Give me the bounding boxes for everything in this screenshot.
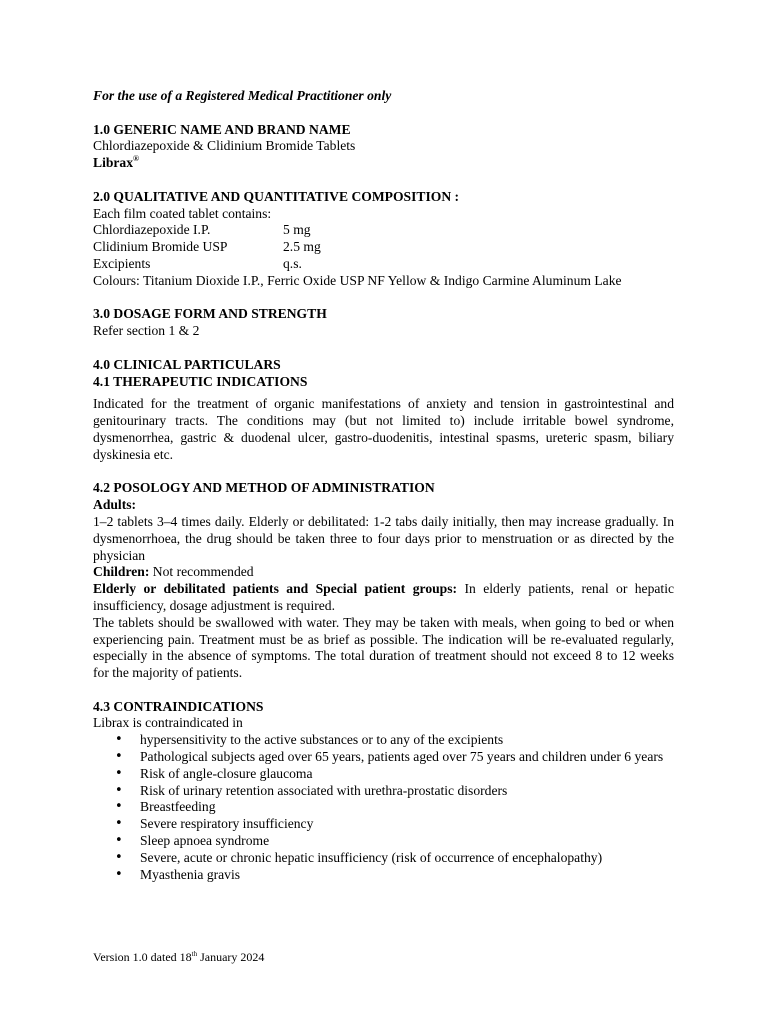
section-4-1-heading: 4.1 THERAPEUTIC INDICATIONS — [93, 373, 308, 389]
composition-row — [93, 256, 674, 273]
version-footer — [93, 950, 264, 964]
ingredient-name: Clidinium Bromide USP — [93, 239, 228, 255]
section-4-3-heading: 4.3 CONTRAINDICATIONS — [93, 698, 264, 714]
adults-label: Adults: — [93, 497, 137, 513]
ingredient-name: Chlordiazepoxide I.P. — [93, 222, 211, 238]
elderly-paragraph — [93, 581, 674, 615]
children-text: Not recommended — [149, 564, 254, 580]
list-item: • Myasthenia gravis — [93, 867, 674, 884]
section-4-heading: 4.0 CLINICAL PARTICULARS — [93, 356, 281, 372]
composition-row — [93, 239, 674, 256]
section-1-heading: 1.0 GENERIC NAME AND BRAND NAME — [93, 121, 351, 137]
contraindications-intro: Librax is contraindicated in — [93, 715, 243, 731]
list-item: • Severe respiratory insufficiency — [93, 816, 674, 833]
ingredient-amount: q.s. — [283, 255, 302, 271]
ingredient-amount: 5 mg — [283, 222, 311, 238]
list-item: • Risk of urinary retention associated with urethra-prostatic disorders — [93, 783, 674, 800]
footer-ordinal: th — [191, 950, 198, 958]
section-3-heading: 3.0 DOSAGE FORM AND STRENGTH — [93, 306, 327, 322]
brand-name — [93, 155, 674, 172]
composition-intro: Each film coated tablet contains: — [93, 205, 272, 221]
administration-text: The tablets should be swallowed with water. They may be taken with meals, when going to bed or when experiencing pain. Treatment must be as brief as possible. The indication will be re-evaluated regularly, especially in the absence of symptoms. The total duration of treatment should not exceed 8 to 12 weeks for the majority of patients. — [93, 614, 674, 681]
list-item: • Risk of angle-closure glaucoma — [93, 766, 674, 783]
indications-text: Indicated for the treatment of organic manifestations of anxiety and tension in gastrointestinal and genitourinary tracts. The conditions may (but not limited to) include irritable bowel syndrome, dysmenorrhea, gastric & duodenal ulcer, gastro-duodenitis, intestinal spasms, ureteric spasm, biliary dyskinesia etc. — [93, 396, 674, 462]
footer-prefix: Version 1.0 dated 18 — [93, 950, 192, 964]
elderly-text: In elderly patients, renal or hepatic insufficiency, dosage adjustment is required. — [93, 581, 675, 613]
colours-text: Colours: Titanium Dioxide I.P., Ferric Oxide USP NF Yellow & Indigo Carmine Aluminum Lake — [93, 272, 622, 288]
list-item: • hypersensitivity to the active substances or to any of the excipients — [93, 732, 674, 749]
section-2-heading: 2.0 QUALITATIVE AND QUANTITATIVE COMPOSITION : — [93, 188, 460, 204]
footer-suffix: January 2024 — [197, 950, 265, 964]
contraindications-list — [93, 732, 674, 883]
section-4-2-heading: 4.2 POSOLOGY AND METHOD OF ADMINISTRATION — [93, 480, 435, 496]
list-item: • Severe, acute or chronic hepatic insufficiency (risk of occurrence of encephalopathy) — [93, 850, 674, 867]
children-paragraph — [93, 564, 674, 581]
elderly-label: Elderly or debilitated patients and Special patient groups: — [93, 581, 458, 597]
children-label: Children: — [93, 564, 150, 580]
list-item: • Pathological subjects aged over 65 years, patients aged over 75 years and children under 6 years — [93, 749, 674, 766]
list-item: • Breastfeeding — [93, 799, 674, 816]
document-page — [93, 88, 674, 883]
usage-note: For the use of a Registered Medical Practitioner only — [93, 88, 392, 103]
composition-row — [93, 222, 674, 239]
list-item: • Sleep apnoea syndrome — [93, 833, 674, 850]
generic-name: Chlordiazepoxide & Clidinium Bromide Tablets — [93, 138, 356, 154]
registered-mark: ® — [133, 154, 140, 164]
adults-text: 1–2 tablets 3–4 times daily. Elderly or debilitated: 1-2 tabs daily initially, then may increase gradually. In dysmenorrhoea, the drug should be taken three to four days prior to menstruation or as directed by the physician — [93, 513, 674, 563]
brand-text: Librax — [93, 155, 134, 171]
dosage-form-text: Refer section 1 & 2 — [93, 323, 200, 339]
ingredient-amount: 2.5 mg — [283, 239, 321, 255]
ingredient-name: Excipients — [93, 255, 151, 271]
